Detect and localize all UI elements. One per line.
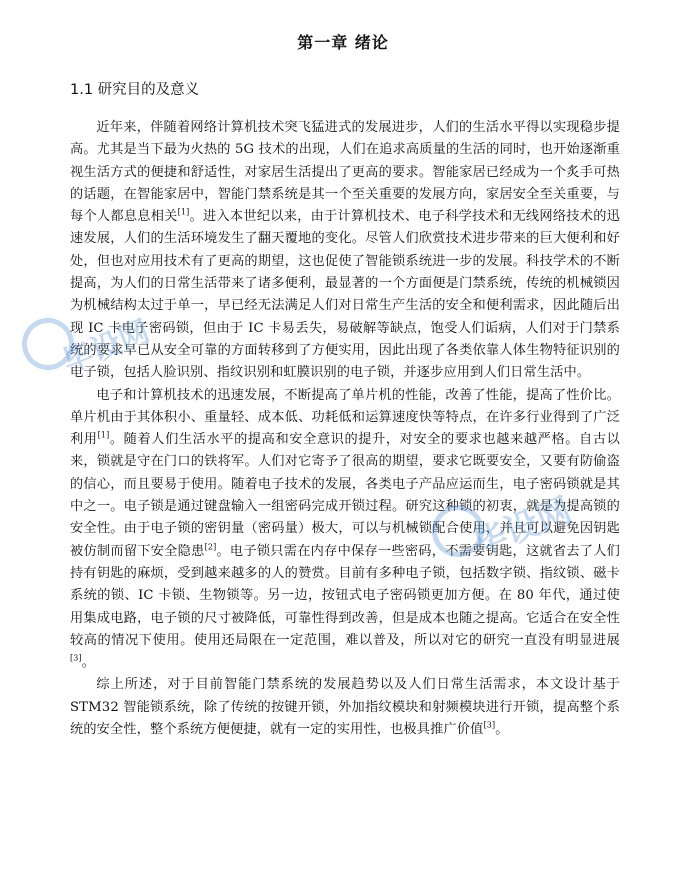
citation-marker: [1] — [97, 430, 110, 440]
paragraph-text: 。进入本世纪以来，由于计算机技术、电子科学技术和无线网络技术的迅速发展，人们的生活环境发生了翻天覆地的变化。尽管人们欣赏技术进步带来的巨大便利和好处，但也对应用技术有了更高的期望，这也促使了智能锁系统进一步的发展。科技学术的不断提高，为人们的日常生活带来了诸多便利，最显著的一个方面便是门禁系统，传统的机械锁因为机械结构太过于单一，早已经无法满足人们对日常生产生活的安全和便利需求，因此随后出现 IC 卡电子密码锁，但由于 IC 卡易丢失，易破解等缺点，饱受人们诟病，人们对于门禁系统的要求早已从安全可靠的方面转移到了方便实用，因此出现了各类依靠人体生物特征识别的电子锁，包括人脸识别、指纹识别和虹膜识别的电子锁，并逐步应用到人们日常生活中。 — [70, 209, 620, 381]
paragraph-text: 近年来，伴随着网络计算机技术突飞猛进式的发展进步，人们的生活水平得以实现稳步提高。尤其是当下最为火热的 5G 技术的出现，人们在追求高质量的生活的同时，也开始逐渐重视生活方式的便捷和舒适性，对家居生活提出了更高的要求。智能家居已经成为一个炙手可热的话题，在智能家居中，智能门禁系统是其一个至关重要的发展方向，家居安全至关重要，与每个人都息息相关 — [70, 120, 620, 225]
paragraph-text: 。 — [81, 655, 96, 671]
paragraph-2 — [70, 385, 620, 675]
paragraph-text: 综上所述，对于目前智能门禁系统的发展趋势以及人们日常生活需求，本文设计基于 STM32 智能锁系统，除了传统的按键开锁，外加指纹模块和射频模块进行开锁，提高整个系统的安全性，整个系统方便便捷，就有一定的实用性，也极具推广价值 — [70, 677, 620, 738]
paragraph-text: 。电子锁只需在内存中保存一些密码，不需要钥匙，这就省去了人们持有钥匙的麻烦，受到越来越多的人的赞赏。目前有多种电子锁，包括数字锁、指纹锁、磁卡系统的锁、IC 卡锁、生物锁等。另一边，按钮式电子密码锁更加方便。在 80 年代，通过使用集成电路，电子锁的尺寸被降低，可靠性得到改善，但是成本也随之提高。它适合在安全性较高的情况下使用。使用还局限在一定范围，难以普及，所以对它的研究一直没有明显进展 — [70, 543, 621, 648]
watermark-text: 毕设网 — [467, 490, 578, 566]
watermark-text: 毕设网 — [58, 314, 155, 381]
paragraph-text: 。随着人们生活水平的提高和安全意识的提升，对安全的要求也越来越严格。自古以来，锁就是守在门口的铁将军。人们对它寄予了很高的期望，要求它既要安全，又要有防偷盗的信心，而且要易于使用。随着电子技术的发展，各类电子产品应运而生，电子密码锁就是其中之一。电子锁是通过键盘输入一组密码完成开锁过程。研究这种锁的初衷，就是为提高锁的安全性。由于电子锁的密钥量（密码量）极大，可以与机械锁配合使用，并且可以避免因钥匙被仿制而留下安全隐患 — [70, 432, 620, 559]
citation-marker: [3] — [483, 720, 496, 730]
paragraph-text: 电子和计算机技术的迅速发展，不断提高了单片机的性能，改善了性能，提高了性价比。单片机由于其体积小、重量轻、成本低、功耗低和运算速度快等特点，在许多行业得到了广泛利用 — [70, 387, 620, 448]
citation-marker: [2] — [204, 542, 217, 552]
chapter-title: 第一章 绪论 — [297, 33, 389, 52]
citation-marker: [3] — [70, 653, 82, 663]
paragraph-text: 。 — [495, 722, 509, 738]
paragraph-1 — [70, 117, 620, 385]
section-title: 1.1 研究目的及意义 — [70, 82, 200, 98]
body-text — [70, 117, 620, 741]
citation-marker: [1] — [177, 207, 190, 217]
paragraph-3 — [70, 674, 620, 741]
